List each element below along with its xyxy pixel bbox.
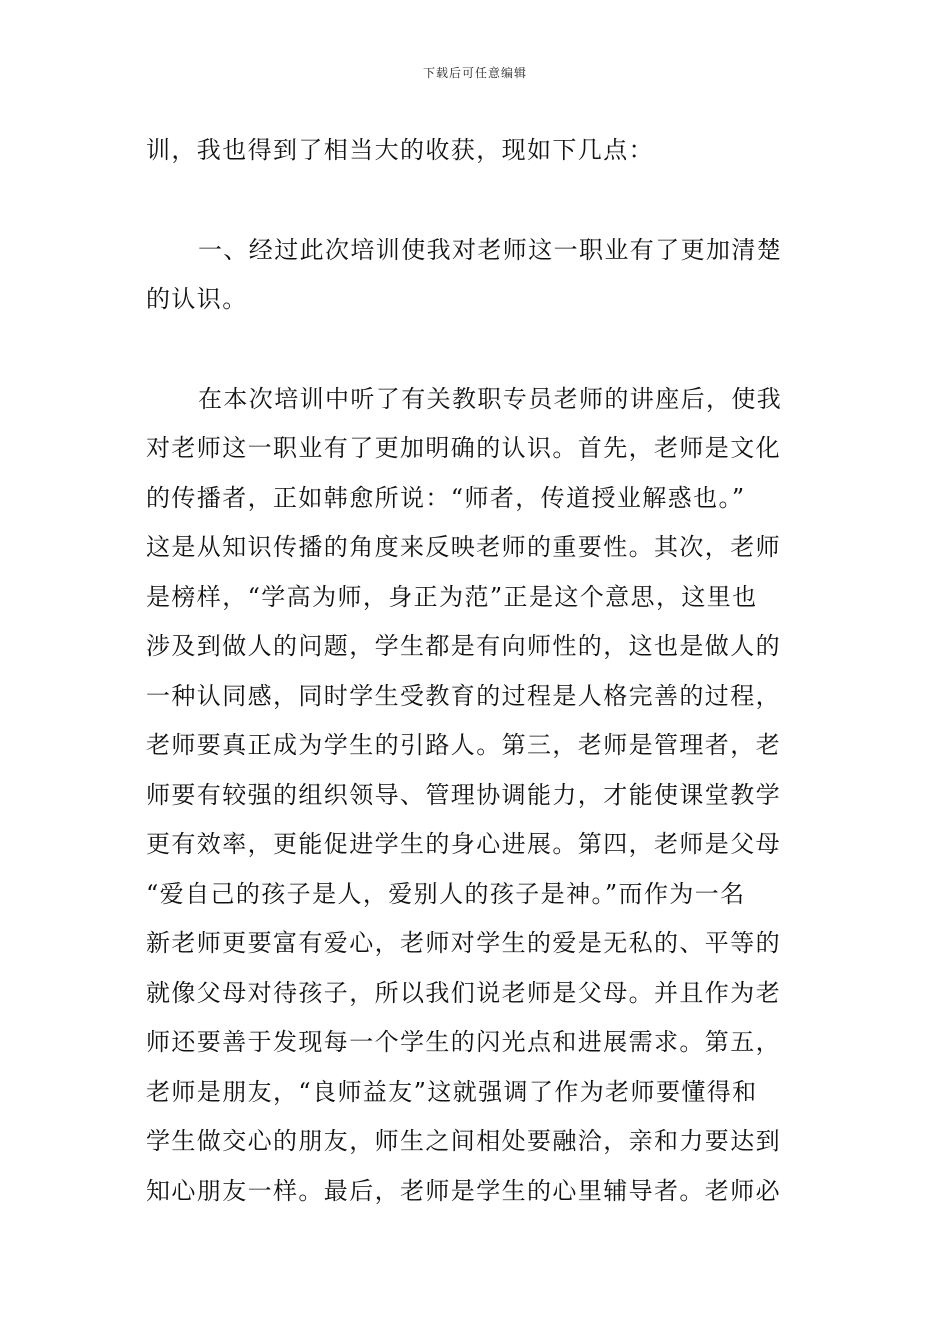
text-line: 对老师这一职业有了更加明确的认识。首先，老师是文化 [146,434,781,462]
paragraph-intro [146,126,810,176]
text-line: “爱自己的孩子是人，爱别人的孩子是神。”而作为一名 [146,879,746,908]
text-line: 一、经过此次培训使我对老师这一职业有了更加清楚 [198,235,783,264]
paragraph-section-heading [146,226,810,325]
text-line: 学生做交心的朋友，师生之间相处要融洽，亲和力要达到 [146,1127,781,1155]
text-line: 老师要真正成为学生的引路人。第三，老师是管理者，老 [146,731,781,759]
text-line: 这是从知识传播的角度来反映老师的重要性。其次，老师 [146,533,781,561]
text-line: 是榜样，“学高为师，身正为范”正是这个意思，这里也 [146,582,758,611]
text-line: 知心朋友一样。最后，老师是学生的心里辅导者。老师必 [146,1176,781,1205]
text-line: 师要有较强的组织领导、管理协调能力，才能使课堂教学 [146,780,781,809]
text-line: 涉及到做人的问题，学生都是有向师性的，这也是做人的 [146,632,781,660]
text-line: 的认识。 [146,285,248,313]
paragraph-body [146,375,810,1217]
text-line: 新老师更要富有爱心，老师对学生的爱是无私的、平等的 [146,929,781,957]
text-line: 的传播者，正如韩愈所说：“师者，传道授业解惑也。” [146,483,746,512]
text-line: 就像父母对待孩子，所以我们说老师是父母。并且作为老 [146,978,781,1007]
text-line: 师还要善于发现每一个学生的闪光点和进展需求。第五， [146,1028,781,1056]
text-line: 训，我也得到了相当大的收获，现如下几点： [146,136,654,164]
text-line: 一种认同感，同时学生受教育的过程是人格完善的过程， [146,681,781,710]
text-line: 在本次培训中听了有关教职专员老师的讲座后，使我 [198,384,783,413]
text-line: 老师是朋友，“良师益友”这就强调了作为老师要懂得和 [146,1077,758,1106]
page-header-note: 下载后可任意编辑 [422,66,527,80]
document-body [146,126,810,1216]
text-line: 更有效率，更能促进学生的身心进展。第四，老师是父母 [146,830,781,858]
